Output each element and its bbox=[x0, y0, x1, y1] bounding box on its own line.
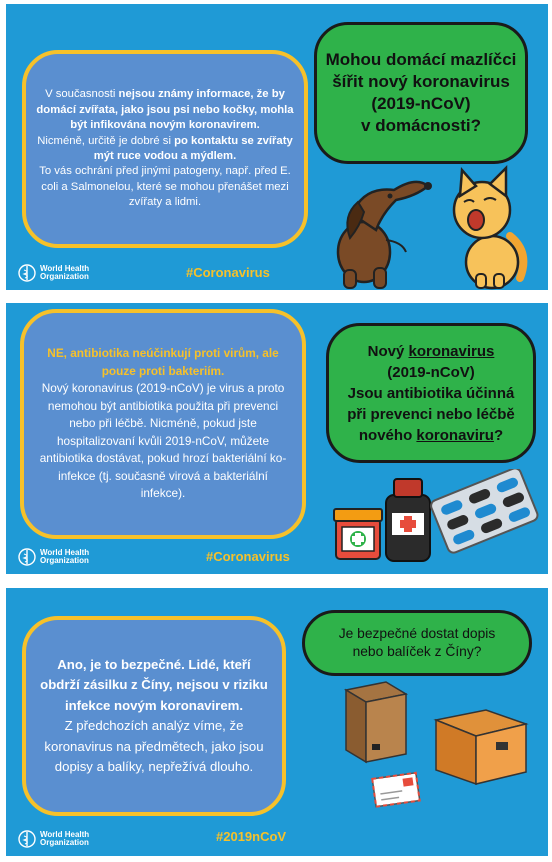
envelope-icon bbox=[372, 773, 419, 807]
medicine-illustration bbox=[328, 469, 540, 565]
who-logo bbox=[18, 830, 89, 848]
medicine-bottle-icon bbox=[386, 479, 430, 561]
who-label: Organization bbox=[40, 838, 89, 847]
answer-text: V současnosti bbox=[45, 88, 119, 101]
question-line: Nový bbox=[367, 342, 409, 360]
answer-bubble bbox=[20, 309, 306, 539]
who-label: Organization bbox=[40, 272, 89, 281]
question-line: Je bezpečné dostat dopis bbox=[338, 626, 496, 641]
question-bubble bbox=[302, 610, 532, 676]
packages-illustration bbox=[336, 680, 536, 810]
hashtag: #Coronavirus bbox=[206, 549, 290, 564]
who-label: World Health bbox=[40, 548, 90, 557]
question-line: nebo balíček z Číny? bbox=[352, 644, 482, 659]
who-logo bbox=[18, 264, 89, 282]
answer-text: Nicméně, určitě je dobré si bbox=[37, 134, 175, 147]
cat-icon bbox=[454, 168, 523, 288]
question-line: ? bbox=[493, 426, 504, 444]
answer-highlight: nejsou známy informace, že by domácí zvířata, jako jsou psi nebo kočky, mohla být infikována novým koronavirem. bbox=[36, 88, 294, 132]
question-line: Jsou antibiotika účinná bbox=[347, 384, 515, 402]
who-label: World Health bbox=[40, 830, 90, 839]
who-emblem-icon bbox=[18, 830, 36, 848]
question-bubble bbox=[326, 323, 536, 463]
who-label: World Health bbox=[40, 264, 90, 273]
question-line: (2019-nCoV) bbox=[371, 94, 471, 113]
question-line: (2019-nCoV) bbox=[387, 363, 475, 381]
hashtag: #Coronavirus bbox=[186, 265, 270, 280]
who-label: Organization bbox=[40, 556, 89, 565]
hashtag: #2019nCoV bbox=[216, 829, 287, 844]
who-emblem-icon bbox=[18, 264, 36, 282]
question-line: koronaviru bbox=[416, 426, 494, 444]
open-box-icon bbox=[436, 710, 526, 784]
answer-bubble bbox=[22, 50, 308, 248]
answer-text: Nový koronavirus (2019-nCoV) je virus a proto nemohou být antibiotika použita při prevenci nebo při léčbě. Nicméně, pokud jste hospitalizovaní kvůli 2019-nCoV, můžete antibiotika dostávat, pokud hrozí bakteriální ko-infekce (tj. současně virová a bakteriální infekce). bbox=[39, 381, 287, 501]
answer-highlight: NE, antibiotika neúčinkují proti virům, ale pouze proti bakteriím. bbox=[47, 346, 279, 378]
question-line: Mohou domácí mazlíčci bbox=[325, 50, 517, 69]
who-emblem-icon bbox=[18, 548, 36, 566]
question-line: nového bbox=[358, 426, 417, 444]
infographic-panel-packages bbox=[6, 588, 548, 856]
question-line: koronavirus bbox=[408, 342, 495, 360]
infographic-panel-antibiotics bbox=[6, 303, 548, 574]
dog-and-cat-illustration bbox=[324, 156, 534, 290]
dog-icon bbox=[338, 182, 432, 288]
answer-text: To vás ochrání před jinými patogeny, např. před E. coli a Salmonelou, které se mohou přenášet mezi zvířaty a lidmi. bbox=[39, 165, 291, 209]
question-line: šířit nový koronavirus bbox=[332, 72, 510, 91]
question-line: v domácnosti? bbox=[361, 116, 481, 135]
answer-bubble bbox=[22, 616, 286, 816]
answer-text: Z předchozích analýz víme, že koronavirus na předmětech, jako jsou dopisy a balíky, nepřežívá dlouho. bbox=[44, 718, 264, 774]
tall-box-icon bbox=[346, 682, 406, 762]
pill-blister-icon bbox=[429, 469, 539, 554]
infographic-panel-pets bbox=[6, 4, 548, 290]
question-bubble bbox=[314, 22, 528, 164]
question-line: při prevenci nebo léčbě bbox=[347, 405, 515, 423]
who-logo bbox=[18, 548, 89, 566]
answer-highlight: po kontaktu se zvířaty mýt ruce vodou a mýdlem. bbox=[93, 134, 293, 162]
answer-highlight: Ano, je to bezpečné. Lidé, kteří obdrží zásilku z Číny, nejsou v riziku infekce novým koronavirem. bbox=[40, 656, 268, 713]
medicine-jar-icon bbox=[334, 509, 382, 559]
